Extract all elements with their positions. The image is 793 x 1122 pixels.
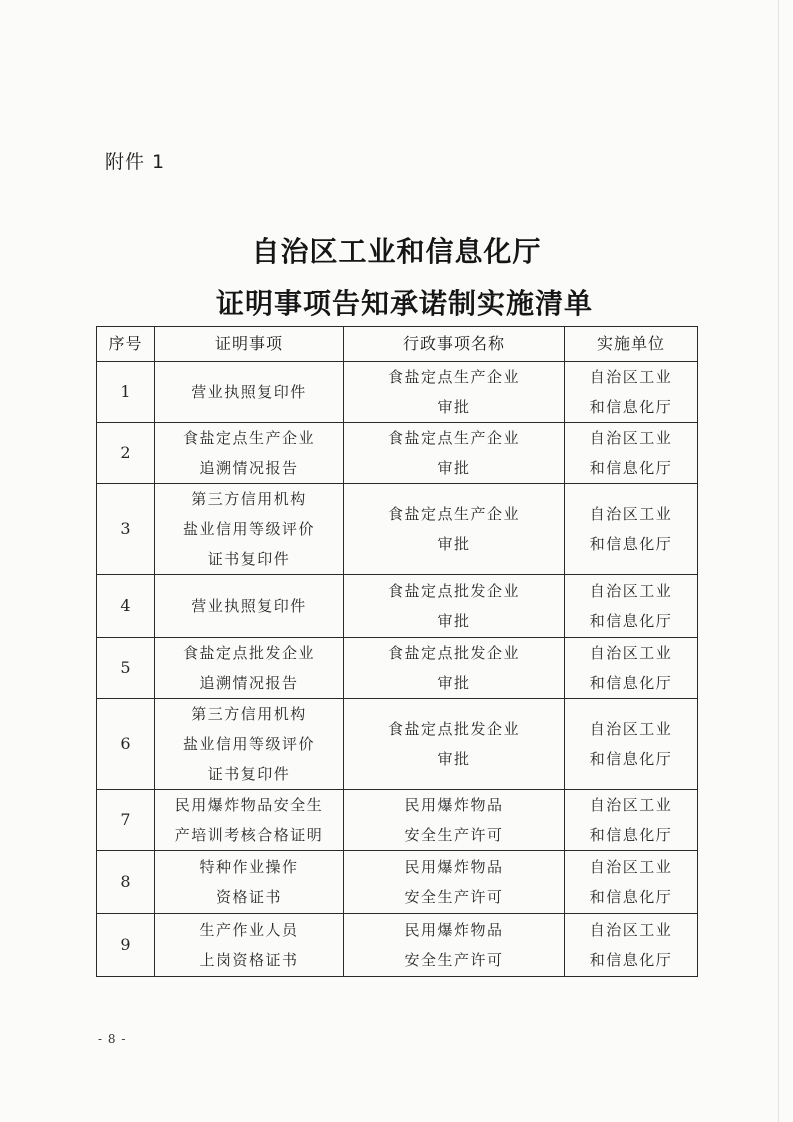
cell-text-line: 营业执照复印件 [191,383,307,401]
certification-item-cell [155,423,344,484]
table-row [97,362,698,423]
cell-text-line: 审批 [437,750,471,768]
cell-text-line: 资格证书 [215,888,282,906]
table-body [97,362,698,977]
cell-text-line: 和信息化厅 [589,750,673,768]
table-row [97,699,698,790]
certification-item-cell [155,362,344,423]
header-administrative-matter: 行政事项名称 [344,327,565,362]
implementing-unit-cell [565,423,698,484]
implementing-unit-cell [565,851,698,914]
cell-text-line: 和信息化厅 [589,888,673,906]
cell-text-line: 食盐定点批发企业 [182,644,315,662]
implementing-unit-cell [565,484,698,575]
table-row [97,423,698,484]
cell-text-line: 自治区工业 [589,429,673,447]
document-title-line-1: 自治区工业和信息化厅 [251,235,542,268]
serial-number-cell: 5 [97,638,155,699]
serial-number-cell: 7 [97,790,155,851]
cell-text-line: 食盐定点批发企业 [387,720,520,738]
cell-text-line: 食盐定点生产企业 [387,505,520,523]
table-row [97,914,698,977]
cell-text-line: 产培训考核合格证明 [174,826,324,844]
certification-item-cell [155,484,344,575]
administrative-matter-cell [344,575,565,638]
table-row [97,638,698,699]
cell-text-line: 和信息化厅 [589,674,673,692]
cell-text-line: 食盐定点批发企业 [387,644,520,662]
cell-text-line: 民用爆炸物品 [404,858,504,876]
serial-number-cell: 6 [97,699,155,790]
certification-item-cell [155,699,344,790]
cell-text-line: 自治区工业 [589,858,673,876]
administrative-matter-cell [344,914,565,977]
implementing-unit-cell [565,575,698,638]
cell-text-line: 安全生产许可 [404,951,504,969]
cell-text-line: 民用爆炸物品安全生 [174,796,324,814]
document-title-line-2: 证明事项告知承诺制实施清单 [215,287,593,320]
cell-text-line: 证书复印件 [207,765,291,783]
table-row [97,575,698,638]
cell-text-line: 安全生产许可 [404,826,504,844]
implementing-unit-cell [565,699,698,790]
implementing-unit-cell [565,362,698,423]
cell-text-line: 和信息化厅 [589,951,673,969]
cell-text-line: 和信息化厅 [589,612,673,630]
administrative-matter-cell [344,638,565,699]
cell-text-line: 食盐定点生产企业 [182,429,315,447]
cell-text-line: 和信息化厅 [589,535,673,553]
administrative-matter-cell [344,790,565,851]
implementing-unit-cell [565,914,698,977]
serial-number-cell: 1 [97,362,155,423]
serial-number-cell: 9 [97,914,155,977]
serial-number-cell: 2 [97,423,155,484]
cell-text-line: 自治区工业 [589,582,673,600]
table-row [97,790,698,851]
cell-text-line: 民用爆炸物品 [404,796,504,814]
cell-text-line: 特种作业操作 [199,858,299,876]
administrative-matter-cell [344,851,565,914]
cell-text-line: 营业执照复印件 [191,597,307,615]
cell-text-line: 自治区工业 [589,505,673,523]
serial-number-cell: 4 [97,575,155,638]
cell-text-line: 盐业信用等级评价 [182,735,315,753]
header-serial-number: 序号 [97,327,155,362]
cell-text-line: 自治区工业 [589,921,673,939]
page-number: - 8 - [98,1032,127,1046]
serial-number-cell: 3 [97,484,155,575]
implementing-unit-cell [565,790,698,851]
header-certification-item: 证明事项 [155,327,344,362]
administrative-matter-cell [344,699,565,790]
certification-item-cell [155,638,344,699]
implementing-unit-cell [565,638,698,699]
implementation-list-table [96,326,698,977]
cell-text-line: 安全生产许可 [404,888,504,906]
cell-text-line: 自治区工业 [589,368,673,386]
cell-text-line: 审批 [437,674,471,692]
cell-text-line: 食盐定点批发企业 [387,582,520,600]
cell-text-line: 审批 [437,535,471,553]
administrative-matter-cell [344,484,565,575]
cell-text-line: 审批 [437,612,471,630]
administrative-matter-cell [344,362,565,423]
cell-text-line: 第三方信用机构 [191,490,307,508]
cell-text-line: 和信息化厅 [589,826,673,844]
certification-item-cell [155,790,344,851]
serial-number-cell: 8 [97,851,155,914]
cell-text-line: 和信息化厅 [589,398,673,416]
certification-item-cell [155,575,344,638]
scan-edge-line [778,0,779,1122]
cell-text-line: 审批 [437,459,471,477]
administrative-matter-cell [344,423,565,484]
cell-text-line: 生产作业人员 [199,921,299,939]
cell-text-line: 民用爆炸物品 [404,921,504,939]
cell-text-line: 自治区工业 [589,796,673,814]
header-implementing-unit: 实施单位 [565,327,698,362]
cell-text-line: 证书复印件 [207,550,291,568]
cell-text-line: 和信息化厅 [589,459,673,477]
cell-text-line: 审批 [437,398,471,416]
table-header-row [97,327,698,362]
attachment-label: 附件 1 [105,151,166,173]
table-row [97,851,698,914]
cell-text-line: 追溯情况报告 [199,459,299,477]
certification-item-cell [155,914,344,977]
cell-text-line: 食盐定点生产企业 [387,429,520,447]
cell-text-line: 追溯情况报告 [199,674,299,692]
cell-text-line: 第三方信用机构 [191,705,307,723]
certification-item-cell [155,851,344,914]
cell-text-line: 自治区工业 [589,720,673,738]
cell-text-line: 上岗资格证书 [199,951,299,969]
cell-text-line: 自治区工业 [589,644,673,662]
table-row [97,484,698,575]
cell-text-line: 盐业信用等级评价 [182,520,315,538]
cell-text-line: 食盐定点生产企业 [387,368,520,386]
